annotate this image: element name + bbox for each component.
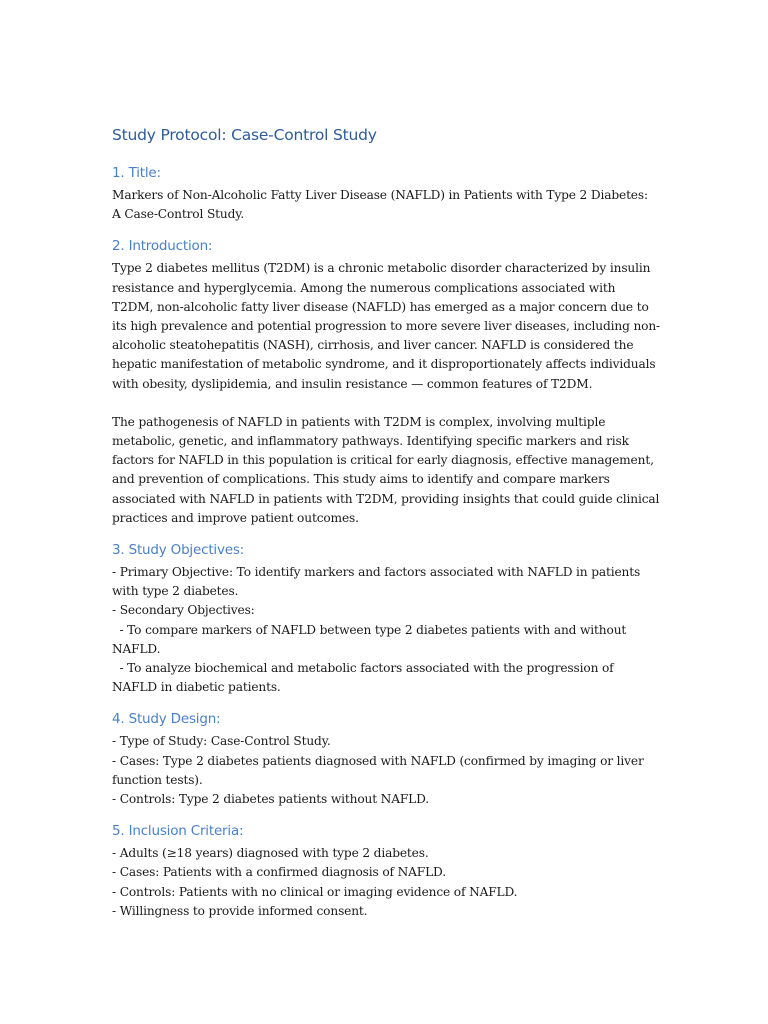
section-heading: 2. Introduction:: [112, 238, 213, 255]
document-page: [112, 124, 660, 933]
list-item: - Cases: Patients with a confirmed diagnosis of NAFLD.: [112, 865, 446, 880]
section-inclusion-criteria: [112, 821, 660, 921]
list-item: - Controls: Patients with no clinical or imaging evidence of NAFLD.: [112, 884, 518, 899]
list-item: - To compare markers of NAFLD between type 2 diabetes patients with and without NAFLD.: [112, 622, 630, 656]
paragraph: The pathogenesis of NAFLD in patients with T2DM is complex, involving multiple metabolic, genetic, and inflammatory pathways. Identifying specific markers and risk factors for NAFLD in this population is critical for early diagnosis, effective management, and prevention of complications. This study aims to identify and compare markers associated with NAFLD in patients with T2DM, providing insights that could guide clinical practices and improve patient outcomes.: [112, 414, 660, 525]
bullet-list: [112, 844, 660, 921]
list-item: - Willingness to provide informed consent.: [112, 903, 368, 918]
section-heading: 3. Study Objectives:: [112, 542, 245, 559]
section-introduction: [112, 236, 660, 528]
bullet-list: [112, 563, 660, 697]
section-study-objectives: [112, 540, 660, 697]
section-title: [112, 163, 660, 224]
paragraph: Markers of Non-Alcoholic Fatty Liver Disease (NAFLD) in Patients with Type 2 Diabetes: A Case-Control Study.: [112, 188, 648, 222]
list-item: - Primary Objective: To identify markers and factors associated with NAFLD in patients with type 2 diabetes.: [112, 565, 641, 599]
paragraph: Type 2 diabetes mellitus (T2DM) is a chronic metabolic disorder characterized by insulin resistance and hyperglycemia. Among the numerous complications associated with T2DM, non-alcoholic fatty liver disease (NAFLD) has emerged as a major concern due to its high prevalence and potential progression to more severe liver diseases, including non-alcoholic steatohepatitis (NASH), cirrhosis, and liver cancer. NAFLD is considered the hepatic manifestation of metabolic syndrome, and it disproportionately affects individuals with obesity, dyslipidemia, and insulin resistance — common features of T2DM.: [112, 261, 660, 391]
section-heading: 4. Study Design:: [112, 711, 221, 728]
section-heading: 5. Inclusion Criteria:: [112, 823, 244, 840]
list-item: - Type of Study: Case-Control Study.: [112, 734, 331, 749]
list-item: - Controls: Type 2 diabetes patients without NAFLD.: [112, 792, 430, 807]
list-item: - Cases: Type 2 diabetes patients diagnosed with NAFLD (confirmed by imaging or liver function tests).: [112, 753, 644, 787]
bullet-list: [112, 732, 660, 809]
list-item: - Adults (≥18 years) diagnosed with type 2 diabetes.: [112, 846, 429, 861]
list-item: - Secondary Objectives:: [112, 603, 255, 618]
section-study-design: [112, 709, 660, 809]
section-heading: 1. Title:: [112, 165, 161, 181]
document-title: Study Protocol: Case-Control Study: [112, 126, 377, 144]
list-item: - To analyze biochemical and metabolic factors associated with the progression of NAFLD in diabetic patients.: [112, 661, 618, 695]
